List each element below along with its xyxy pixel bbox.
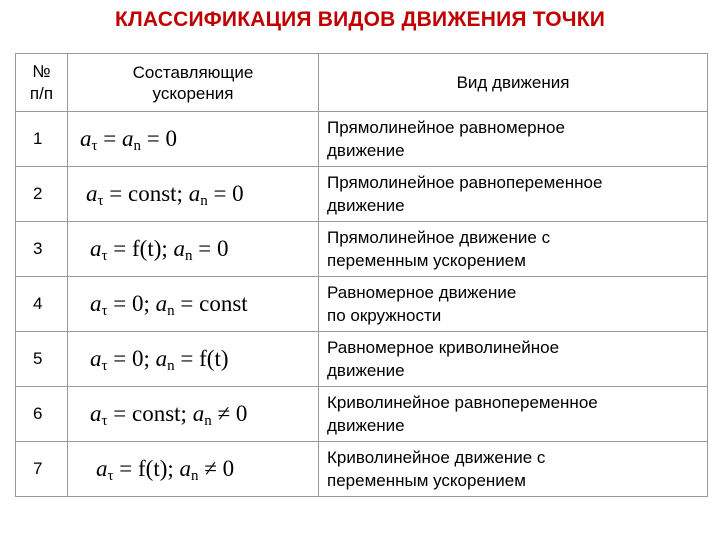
motion-kind <box>319 222 708 277</box>
motion-kind-line2: движение <box>327 416 405 435</box>
a-n-symbol: a <box>192 401 205 426</box>
tau-subscript: τ <box>97 193 104 209</box>
table-row <box>16 167 708 222</box>
formula-tail: = f(t) <box>174 346 229 371</box>
header-components-line2: ускорения <box>152 83 234 103</box>
classification-table <box>15 53 708 497</box>
a-n-symbol: a <box>155 291 168 316</box>
motion-kind-line2: движение <box>327 361 405 380</box>
acceleration-formula <box>68 332 319 387</box>
n-subscript: n <box>167 358 175 374</box>
motion-kind-line2: по окружности <box>327 306 442 325</box>
page-title: КЛАССИФИКАЦИЯ ВИДОВ ДВИЖЕНИЯ ТОЧКИ <box>114 8 606 31</box>
motion-kind-line2: движение <box>327 196 405 215</box>
a-tau-symbol: a <box>80 126 92 151</box>
motion-kind-line1: Криволинейное движение с <box>327 448 546 467</box>
a-tau-symbol: a <box>90 346 102 371</box>
a-tau-symbol: a <box>90 291 102 316</box>
tau-subscript: τ <box>91 138 98 154</box>
motion-kind <box>319 387 708 442</box>
n-subscript: n <box>200 193 208 209</box>
motion-kind-line1: Прямолинейное равномерное <box>327 118 565 137</box>
a-n-symbol: a <box>179 456 192 481</box>
a-n-symbol: a <box>122 126 134 151</box>
motion-kind-line2: переменным ускорением <box>327 471 526 490</box>
tau-subscript: τ <box>101 413 108 429</box>
formula-middle: = const; <box>103 181 189 206</box>
table-row <box>16 277 708 332</box>
acceleration-formula <box>68 442 319 497</box>
motion-kind <box>319 442 708 497</box>
tau-subscript: τ <box>107 468 114 484</box>
header-kind: Вид движения <box>319 54 708 112</box>
row-number: 6 <box>16 387 68 442</box>
motion-kind-line1: Прямолинейное равнопеременное <box>327 173 603 192</box>
header-components-line1: Составляющие <box>132 62 254 82</box>
row-number: 5 <box>16 332 68 387</box>
row-number: 4 <box>16 277 68 332</box>
a-tau-symbol: a <box>96 456 108 481</box>
n-subscript: n <box>167 303 175 319</box>
motion-kind <box>319 277 708 332</box>
motion-kind <box>319 332 708 387</box>
tau-subscript: τ <box>101 303 108 319</box>
header-number-line1: № <box>32 61 51 81</box>
acceleration-formula <box>68 112 319 167</box>
formula-middle: = 0; <box>107 346 156 371</box>
row-number: 3 <box>16 222 68 277</box>
formula-middle: = f(t); <box>113 456 180 481</box>
tau-subscript: τ <box>101 248 108 264</box>
acceleration-formula <box>68 167 319 222</box>
a-n-symbol: a <box>173 236 186 261</box>
header-number-line2: п/п <box>29 83 54 103</box>
motion-kind-line2: движение <box>327 141 405 160</box>
n-subscript: n <box>185 248 193 264</box>
n-subscript: n <box>133 138 142 154</box>
formula-tail: ≠ 0 <box>211 401 248 426</box>
motion-kind-line1: Прямолинейное движение с <box>327 228 551 247</box>
motion-kind <box>319 167 708 222</box>
acceleration-formula <box>68 222 319 277</box>
table-row <box>16 332 708 387</box>
row-number: 2 <box>16 167 68 222</box>
motion-kind-line1: Равномерное криволинейное <box>327 338 560 357</box>
header-components <box>68 54 319 112</box>
row-number: 7 <box>16 442 68 497</box>
a-tau-symbol: a <box>90 236 102 261</box>
n-subscript: n <box>191 468 199 484</box>
header-number <box>16 54 68 112</box>
table-row <box>16 222 708 277</box>
table-row <box>16 112 708 167</box>
a-tau-symbol: a <box>86 181 98 206</box>
formula-tail: = 0 <box>192 236 229 261</box>
a-tau-symbol: a <box>90 401 102 426</box>
motion-kind-line2: переменным ускорением <box>327 251 526 270</box>
formula-tail: = 0 <box>207 181 244 206</box>
formula-tail: = 0 <box>141 126 177 151</box>
a-n-symbol: a <box>188 181 201 206</box>
formula-tail: = const <box>174 291 248 316</box>
a-n-symbol: a <box>155 346 168 371</box>
table-header-row <box>16 54 708 112</box>
motion-kind-line1: Равномерное движение <box>327 283 517 302</box>
n-subscript: n <box>204 413 212 429</box>
formula-middle: = const; <box>107 401 193 426</box>
motion-kind <box>319 112 708 167</box>
row-number: 1 <box>16 112 68 167</box>
acceleration-formula <box>68 387 319 442</box>
acceleration-formula <box>68 277 319 332</box>
tau-subscript: τ <box>101 358 108 374</box>
formula-middle: = 0; <box>107 291 156 316</box>
formula-tail: ≠ 0 <box>198 456 235 481</box>
formula-middle: = <box>97 126 123 151</box>
table-row <box>16 387 708 442</box>
table-row <box>16 442 708 497</box>
motion-kind-line1: Криволинейное равнопеременное <box>327 393 598 412</box>
formula-middle: = f(t); <box>107 236 174 261</box>
